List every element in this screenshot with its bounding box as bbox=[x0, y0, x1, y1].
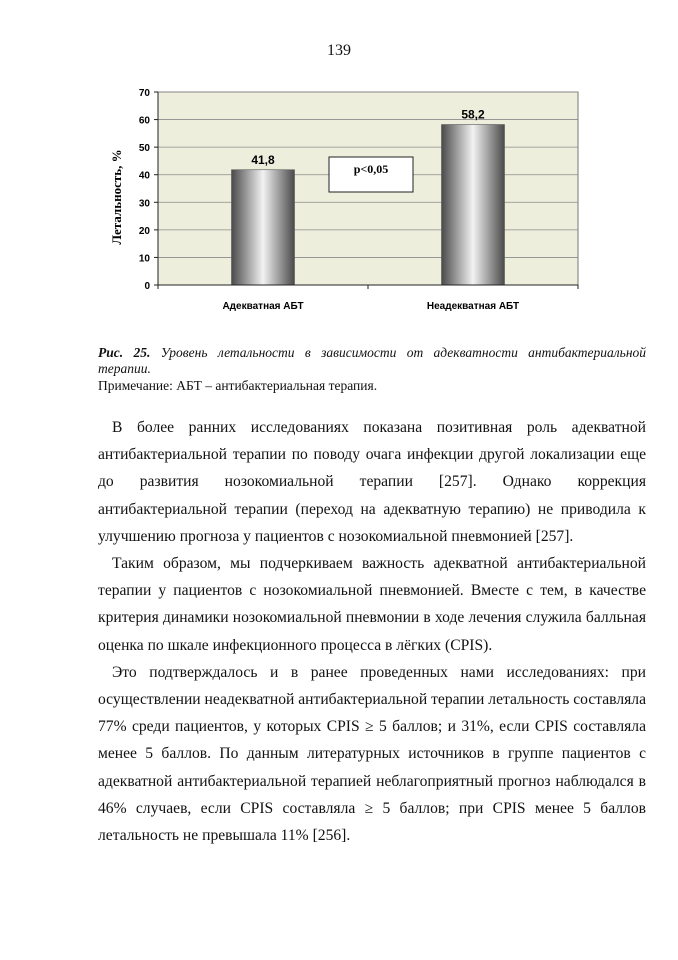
x-tick-label: Неадекватная АБТ bbox=[426, 301, 520, 312]
y-axis-label: Летальность, % bbox=[109, 149, 124, 245]
data-label: 58,2 bbox=[461, 107, 485, 122]
annotation-text: p<0,05 bbox=[353, 162, 389, 176]
y-tick-label: 0 bbox=[144, 281, 150, 292]
y-tick-label: 20 bbox=[138, 225, 150, 237]
paragraph: Таким образом, мы подчеркиваем важность адекватной антибактериальной терапии у пациентов с нозокомиальной пневмонией. Вместе с тем, в качестве критерия динамики нозокомиальной пневмонии в ходе лечения служила балльная оценка по шкале инфекционного процесса в лёгких (CPIS). bbox=[98, 555, 646, 654]
y-tick-label: 70 bbox=[138, 88, 150, 99]
bar bbox=[232, 170, 295, 285]
y-tick-label: 30 bbox=[138, 198, 150, 210]
y-tick-label: 50 bbox=[138, 143, 150, 155]
annotation-box bbox=[329, 157, 413, 192]
page-number: 139 bbox=[327, 42, 351, 59]
figure-caption-text: Уровень летальности в зависимости от адекватности антибактериальной терапии. bbox=[98, 345, 647, 376]
paragraph: В более ранних исследованиях показана позитивная роль адекватной антибактериальной терапии по поводу очага инфекции другой локализации еще до развития нозокомиальной терапии [257]. Однако коррекция антибактериальной терапии (переход на адекватную терапию) не приводила к улучшению прогноза у пациентов с нозокомиальной пневмонией [257]. bbox=[98, 419, 646, 545]
bar bbox=[442, 125, 505, 285]
data-label: 41,8 bbox=[251, 152, 275, 167]
paragraph: Это подтверждалось и в ранее проведенных нами исследованиях: при осуществлении неадекватной антибактериальной терапии летальность составляла 77% среди пациентов, у которых CPIS ≥ 5 баллов; и 31%, если CPIS составляла менее 5 баллов. По данным литературных источников в группе пациентов с адекватной антибактериальной терапией неблагоприятный прогноз наблюдался в 46% случаев, если CPIS составляла ≥ 5 баллов; при CPIS менее 5 баллов летальность не превышала 11% [256]. bbox=[98, 663, 646, 845]
figure-note: Примечание: АБТ – антибактериальная терапия. bbox=[98, 378, 378, 393]
y-tick-label: 60 bbox=[138, 115, 150, 127]
y-tick-label: 10 bbox=[138, 253, 150, 265]
x-tick-label: Адекватная АБТ bbox=[222, 301, 304, 312]
figure-caption bbox=[98, 345, 646, 394]
y-tick-label: 40 bbox=[138, 170, 150, 182]
bar-chart bbox=[104, 82, 604, 320]
body-text bbox=[98, 414, 646, 849]
figure-label: Рис. 25. bbox=[98, 345, 151, 360]
